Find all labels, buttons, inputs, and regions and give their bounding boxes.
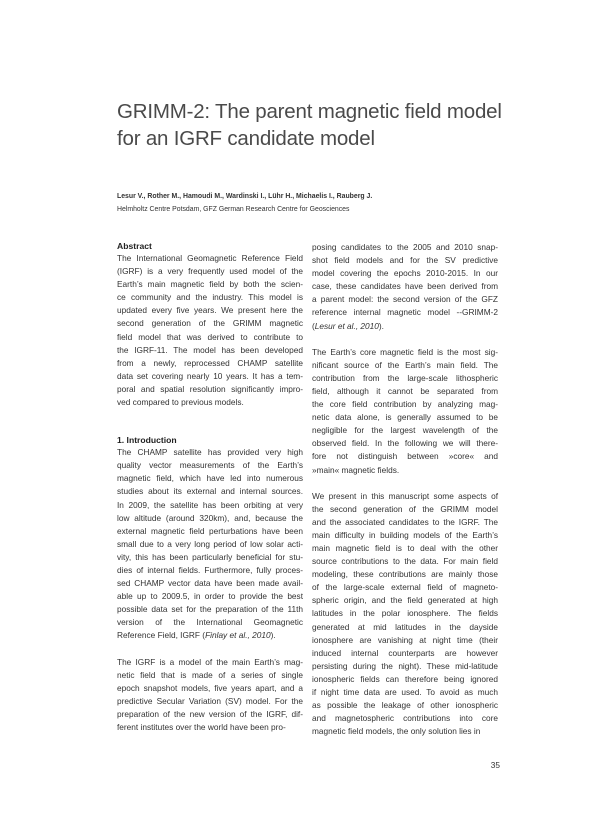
paragraph-line: Earth’s main magnetic field by both the scien- <box>117 279 303 290</box>
paragraph-line: epoch snapshot models, five years apart, and a <box>117 682 303 693</box>
paragraph-line: persisting during the night). These mid-latitude <box>312 660 498 671</box>
paragraph-line: The IGRF is a model of the main Earth’s mag- <box>117 656 303 667</box>
text-run: ). <box>270 630 276 641</box>
paragraph-line: modeling, these contributions are mainly those <box>312 569 498 580</box>
paragraph-line: version of the International Geomagnetic <box>117 617 303 628</box>
paragraph-line: posing candidates to the 2005 and 2010 snap- <box>312 242 498 252</box>
paragraph-line: field, although it cannot be separated from <box>312 385 498 396</box>
left-column <box>117 241 303 734</box>
paragraph-line: dies of internal fields. Furthermore, fully proces- <box>117 564 303 575</box>
paragraph-line: and the associated candidates to the IGRF. The <box>312 516 498 527</box>
paragraph-line: netic data alone, is generally assumed to be <box>312 412 498 423</box>
affiliation: Helmholtz Centre Potsdam, GFZ German Research Centre for Geosciences <box>117 206 350 213</box>
paragraph-line: magnetic field, which have led into numerous <box>117 473 303 484</box>
paragraph-line: studies about its external and internal sources. <box>117 486 303 497</box>
paragraph-line: ionosphere are vanishing at night time (their <box>312 634 498 645</box>
citation-link[interactable]: Finlay et al., 2010 <box>205 630 271 641</box>
paragraph-line <box>117 629 303 642</box>
paragraph-line: main difficulty in building models of the Earth’s <box>312 529 498 540</box>
paragraph-line: (IGRF) is a very frequently used model of the <box>117 266 303 277</box>
spacer <box>117 643 303 656</box>
paragraph-line: poral and spatial resolution significantly impro- <box>117 383 303 394</box>
paragraph-line: the IGRF-11. The model has been developed <box>117 344 303 355</box>
paragraph-line: The CHAMP satellite has provided very high <box>117 447 303 458</box>
paragraph-line: nificant source of the Earth’s main field. The <box>312 359 498 370</box>
page-number: 35 <box>490 760 500 770</box>
paragraph-line: fore not distinguish between »core« and <box>312 451 498 462</box>
paragraph-line: predictive Secular Variation (SV) model. For the <box>117 695 303 706</box>
paragraph-line: and magnetospheric contributions into core <box>312 713 498 724</box>
paragraph-line: the core field contribution by analyzing mag- <box>312 399 498 410</box>
author-list: Lesur V., Rother M., Hamoudi M., Wardinski I., Lühr H., Michaelis I., Rauberg J. <box>117 193 373 200</box>
paragraph-line: reference internal magnetic model --GRIMM-2 <box>312 307 498 318</box>
paragraph-line: of the large-scale external field of magneto- <box>312 582 498 593</box>
paragraph-lines <box>117 446 303 629</box>
paragraph-line: The Earth’s core magnetic field is the most sig- <box>312 346 498 357</box>
paragraph-line: generated at mid latitudes in the dayside <box>312 621 498 632</box>
paragraph-line: »main« magnetic fields. <box>312 464 400 475</box>
paragraph-line: latitudes in the polar ionosphere. The fields <box>312 608 498 619</box>
paragraph-line: observed field. In the following we will there- <box>312 438 498 449</box>
paragraph-line: negligible for the largest wavelength of the <box>312 425 498 436</box>
paragraph-line: ionospheric fields can therefore being ignored <box>312 673 498 684</box>
paragraph-line: ferent institutes over the world have been pro- <box>117 722 286 732</box>
paragraph-line: main magnetic field is to deal with the other <box>312 542 498 553</box>
paragraph-line: second generation of the GRIMM magnetic <box>117 318 303 329</box>
spacer <box>312 477 498 490</box>
paragraph-line: ce community and the industry. This model is <box>117 292 303 303</box>
paragraph-line <box>312 320 498 333</box>
abstract-heading: Abstract <box>117 241 152 251</box>
paragraph-line: We present in this manuscript some aspects of <box>312 490 498 501</box>
paragraph-line: low altitude (around 320km), and, because the <box>117 512 303 523</box>
paragraph-line: vity, this has been particularly beneficial for stu- <box>117 551 303 562</box>
paragraph-line: data set covering nearly 10 years. It has a tem- <box>117 370 303 381</box>
right-column <box>312 241 498 738</box>
paragraph-line: sed CHAMP vector data have been made avail- <box>117 578 303 589</box>
paragraph-line: preparation of the new version of the IGRF, dif- <box>117 708 303 719</box>
text-run: ( <box>312 320 315 331</box>
paragraph-line: a parent model: the second version of the GFZ <box>312 294 498 305</box>
title-line: for an IGRF candidate model <box>117 127 375 150</box>
paragraph-line: In 2009, the satellite has been orbiting at very <box>117 499 303 510</box>
paragraph-line: magnetic field models, the only solution lies in <box>312 726 481 737</box>
paragraph-line: The International Geomagnetic Reference Field <box>117 253 303 263</box>
paragraph-line: netic field that is made of a series of single <box>117 669 303 680</box>
paragraph-line: induced internal counterparts are however <box>312 647 498 658</box>
introduction-paragraph-2 <box>117 656 303 735</box>
text-run: ). <box>378 320 384 331</box>
spacer <box>312 333 498 346</box>
introduction-paragraph-4 <box>312 346 498 477</box>
paragraph-line: as possible the leakage of other ionospheric <box>312 700 498 711</box>
paragraph-line: updated every five years. We present here the <box>117 305 303 316</box>
spacer <box>117 409 303 435</box>
paper-title <box>117 98 537 152</box>
paragraph-line: source contributions to the data. For main field <box>312 556 498 567</box>
paragraph-line: contribution from the large-scale lithospheric <box>312 372 498 383</box>
paragraph-line: the second generation of the GRIMM model <box>312 503 498 514</box>
text-run: Reference Field, IGRF ( <box>117 630 206 641</box>
title-line: GRIMM-2: The parent magnetic field model <box>117 100 502 123</box>
citation-link[interactable]: Lesur et al., 2010 <box>314 320 379 331</box>
paragraph-line: quality vector measurements of the Earth’s <box>117 460 303 471</box>
paragraph-line: possible data set for the preparation of the 11th <box>117 604 303 615</box>
paragraph-line: external magnetic field perturbations have been <box>117 525 303 536</box>
paragraph-line: small due to a very long period of low solar acti- <box>117 538 303 549</box>
paragraph-line: able up to 2009.5, in order to provide the best <box>117 591 303 602</box>
paragraph-line: from a newly, reprocessed CHAMP satellite <box>117 357 303 368</box>
paragraph-lines <box>312 241 498 320</box>
paragraph-line: field model that was derived to contribute to <box>117 331 303 342</box>
introduction-heading: 1. Introduction <box>117 435 177 446</box>
paragraph-line: model covering the epochs 2010-2015. In our <box>312 268 498 279</box>
paragraph-line: case, these candidates have been derived from <box>312 281 498 292</box>
paragraph-line: shot field models and for the SV predictive <box>312 255 498 266</box>
introduction-paragraph-1 <box>117 446 303 642</box>
paragraph-line: if night time data are used. To avoid as much <box>312 687 498 697</box>
abstract-paragraph <box>117 252 303 409</box>
introduction-paragraph-3 <box>312 241 498 333</box>
paragraph-line: spheric origin, and the field generated at high <box>312 595 498 606</box>
introduction-paragraph-5 <box>312 490 498 739</box>
paragraph-line: ved compared to previous models. <box>117 397 244 408</box>
